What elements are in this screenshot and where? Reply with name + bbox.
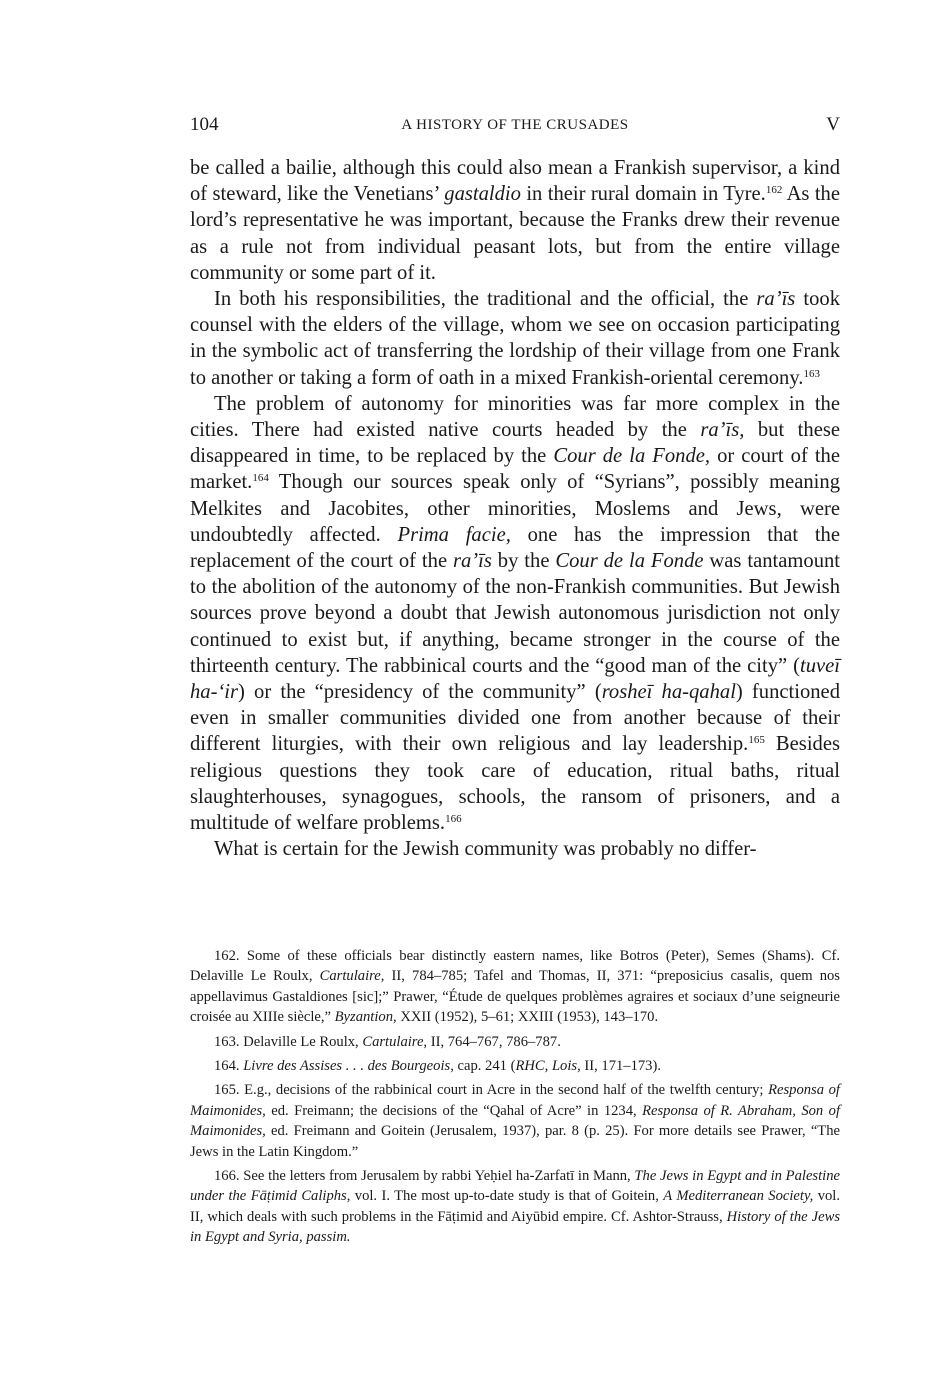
text-run: As the lord’s representative he was important, because the Franks drew their revenue as a rule not from individual peasant lots, but from the entire village community or some part of it.: [190, 183, 840, 284]
text-run: took counsel with the elders of the village, whom we see on occasion participating in the symbolic act of transferring the lordship of their village from one Frank to another or taking a form of oath in a mixed Frankish-oriental ceremony.: [190, 288, 840, 389]
italic-text: Responsa of Maimonides,: [190, 1082, 840, 1119]
text-run: 166. See the letters from Jerusalem by rabbi Yeḥiel ha-Zarfatī in Mann,: [214, 1168, 635, 1185]
italic-text: Byzantion,: [334, 1009, 397, 1026]
text-run: one has the impression that the replacement of the court of the: [190, 523, 840, 573]
italic-text: ra’īs: [756, 288, 796, 311]
text-run: be called a bailie, although this could also mean a Frankish supervisor, a kind of steward, like the Venetians’: [190, 157, 840, 206]
text-run: Besides religious questions they took care of education, ritual baths, ritual slaughterhouses, synagogues, schools, the ransom of prisoners, and a multitude of welfare problems.: [190, 733, 840, 835]
text-run: II, 764–767, 786–787.: [427, 1033, 561, 1050]
italic-text: A Mediterranean Society,: [663, 1188, 814, 1205]
footnote-reference: 164: [252, 472, 269, 485]
text-run: but these disappeared in time, to be replaced by the: [190, 419, 840, 468]
footnote-reference: 165: [748, 734, 765, 747]
text-run: 163. Delaville Le Roulx,: [214, 1033, 363, 1050]
page-number: 104: [190, 114, 219, 135]
italic-text: Livre des Assises . . . des Bourgeois,: [243, 1058, 454, 1075]
text-run: ) functioned even in smaller communities divided one from another because of their different liturgies, with their own religious and lay leadership.: [190, 681, 840, 756]
text-run: 162. Some of these officials bear distinctly eastern names, like Botros (Peter), Semes (Shams). Cf. Delaville Le Roulx,: [190, 948, 840, 985]
italic-text: gastaldio: [444, 183, 521, 206]
italic-text: rosheī ha-qahal: [601, 681, 736, 704]
text-run: by the: [491, 550, 556, 573]
text-run: XXII (1952), 5–61; XXIII (1953), 143–170.: [396, 1009, 659, 1026]
italic-text: History of the Jews in Egypt and Syria, passim.: [190, 1208, 840, 1246]
footnote-reference: 166: [445, 813, 462, 826]
text-run: or court of the market.: [190, 445, 840, 494]
main-text: [190, 155, 840, 862]
italic-text: ra’īs,: [700, 419, 745, 442]
footnote-reference: 162: [765, 184, 783, 197]
text-run: Though our sources speak only of “Syrians”, possibly meaning Melkites and Jacobites, other minorities, Moslems and Jews, were undoubtedly affected.: [190, 471, 840, 546]
text-run: in their rural domain in Tyre.: [520, 183, 766, 206]
italic-text: ra’īs: [453, 550, 492, 573]
paragraph: [190, 286, 840, 391]
text-run: vol. II, which deals with such problems in the Fāṭimid and Aiyūbid empire. Cf. Ashtor-Strauss,: [190, 1188, 840, 1225]
footnote-reference: 163: [803, 367, 820, 380]
italic-text: Cartulaire,: [362, 1033, 428, 1050]
footnote: [190, 1080, 840, 1162]
text-run: In both his responsibilities, the traditional and the official, the: [214, 288, 757, 311]
footnote: [190, 1056, 840, 1076]
italic-text: The Jews in Egypt and in Palestine under the Fāṭimid Caliphs,: [190, 1168, 840, 1205]
text-run: What is certain for the Jewish community was probably no differ-: [214, 838, 757, 861]
italic-text: Cartulaire,: [319, 968, 385, 985]
text-run: was tantamount to the abolition of the autonomy of the non-Frankish communities. But Jewish sources prove beyond a doubt that Jewish autonomous jurisdiction not only continued to exist but, if anything, became stronger in the course of the thirteenth century. The rabbinical courts and the “good man of the city” (: [190, 550, 841, 677]
italic-text: tuveī ha-‘ir: [190, 654, 840, 704]
text-run: 165. E.g., decisions of the rabbinical court in Acre in the second half of the twelfth century;: [214, 1082, 769, 1099]
text-run: II, 171–173).: [580, 1058, 661, 1075]
text-run: ed. Freimann and Goitein (Jerusalem, 1937), par. 8 (p. 25). For more details see Prawer, “The Jews in the Latin Kingdom.”: [190, 1123, 840, 1160]
volume-number: V: [826, 114, 840, 135]
paragraph: [190, 391, 840, 836]
text-run: 164.: [214, 1058, 244, 1075]
text-run: The problem of autonomy for minorities was far more complex in the cities. There had existed native courts headed by the: [190, 392, 840, 442]
text-run: cap. 241 (: [453, 1058, 516, 1075]
running-header: [190, 112, 840, 138]
footnote: [190, 1166, 840, 1248]
text-run: vol. I. The most up-to-date study is that of Goitein,: [350, 1188, 664, 1205]
footnote: [190, 1032, 840, 1052]
paragraph: [190, 836, 840, 862]
text-run: II, 784–785; Tafel and Thomas, II, 371: “preposicius casalis, quem nos appellavimus Gastaldiones [sic];” Prawer, “Étude de quelques problèmes agraires et sociaux d’une seigneurie croisée au XIIIe siècle,”: [190, 968, 840, 1026]
italic-text: Cour de la Fonde,: [553, 445, 711, 468]
paragraph: [190, 155, 840, 286]
text-run: ed. Freimann; the decisions of the “Qahal of Acre” in 1234,: [265, 1102, 643, 1119]
footnote: [190, 946, 840, 1028]
running-title: A HISTORY OF THE CRUSADES: [401, 117, 629, 133]
italic-text: RHC, Lois,: [515, 1058, 581, 1075]
italic-text: Prima facie,: [397, 523, 511, 546]
text-run: ) or the “presidency of the community” (: [238, 681, 602, 704]
italic-text: Responsa of R. Abraham, Son of Maimonides,: [190, 1102, 840, 1140]
footnotes: [190, 946, 840, 1252]
italic-text: Cour de la Fonde: [555, 550, 704, 573]
